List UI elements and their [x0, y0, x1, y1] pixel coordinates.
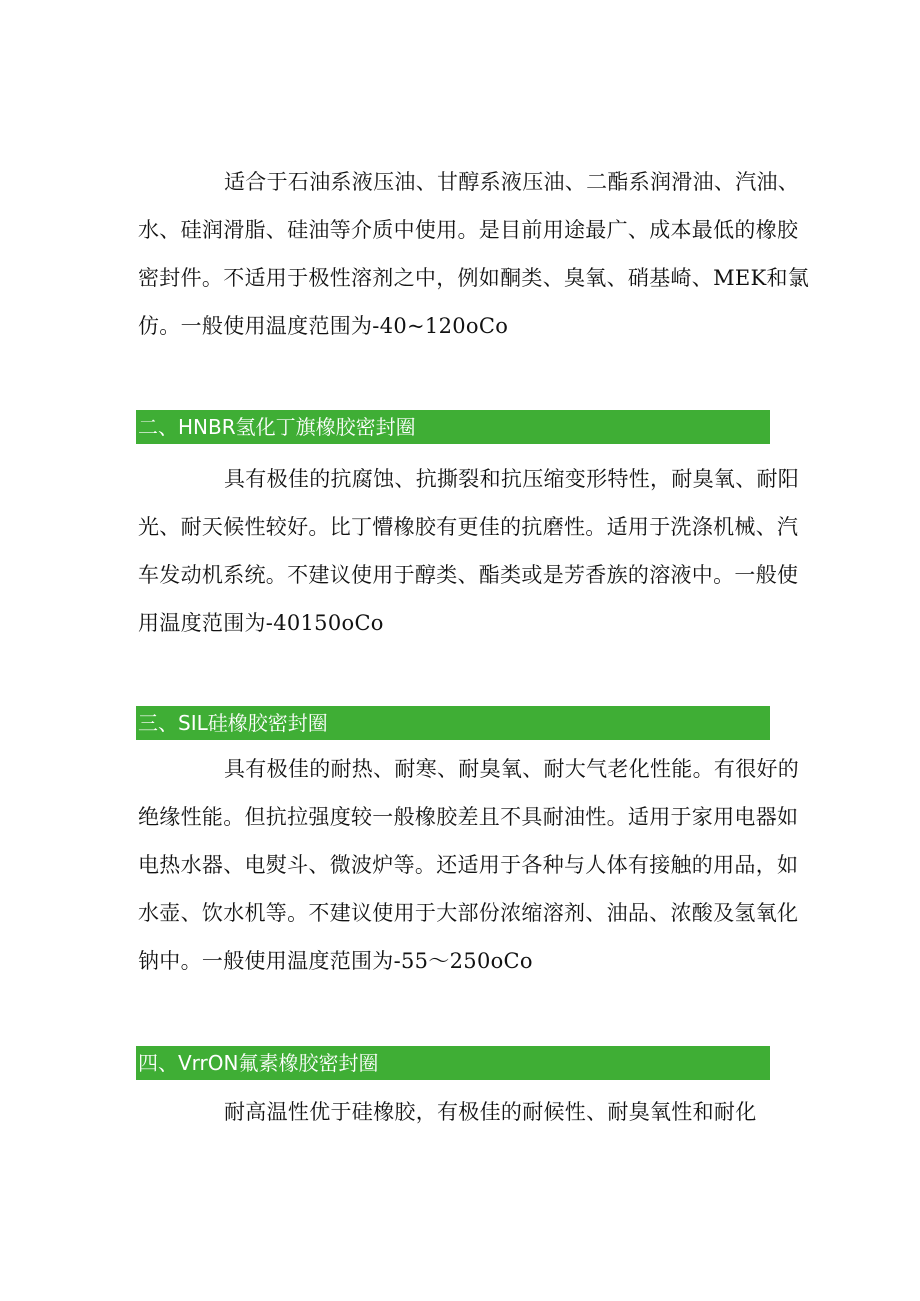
paragraph-line: 钠中。一般使用温度范围为-55～250oCo [138, 949, 533, 973]
paragraph-line: 耐高温性优于硅橡胶，有极佳的耐候性、耐臭氧性和耐化 [224, 1100, 757, 1124]
paragraph-line: 绝缘性能。但抗拉强度较一般橡胶差且不具耐油性。适用于家用电器如 [138, 805, 799, 829]
sil-paragraph [138, 745, 800, 985]
paragraph-line: 水壶、饮水机等。不建议使用于大部份浓缩溶剂、油品、浓酸及氢氧化 [138, 901, 799, 925]
paragraph-line: 电热水器、电熨斗、微波炉等。还适用于各种与人体有接触的用品，如 [138, 853, 799, 877]
viton-section-heading: 四、VrrON氟素橡胶密封圈 [136, 1046, 770, 1080]
viton-paragraph [138, 1088, 778, 1136]
paragraph-line: 具有极佳的耐热、耐寒、耐臭氧、耐大气老化性能。有很好的 [224, 757, 800, 781]
paragraph-line: 具有极佳的抗腐蚀、抗撕裂和抗压缩变形特性，耐臭氧、耐阳 [224, 467, 800, 491]
paragraph-line: 车发动机系统。不建议使用于醇类、酯类或是芳香族的溶液中。一般使 [138, 563, 799, 587]
paragraph-line: 用温度范围为-40150oCo [138, 611, 384, 635]
paragraph-line: 水、硅润滑脂、硅油等介质中使用。是目前用途最广、成本最低的橡胶 [138, 218, 799, 242]
hnbr-section-heading: 二、HNBR氢化丁旗橡胶密封圈 [136, 410, 770, 444]
paragraph-line: 仿。一般使用温度范围为-40~120oCo [138, 314, 509, 338]
paragraph-line: 适合于石油系液压油、甘醇系液压油、二酯系润滑油、汽油、 [224, 170, 800, 194]
paragraph-line: 密封件。不适用于极性溶剂之中，例如酮类、臭氧、硝基崎、MEK和氯 [138, 266, 810, 290]
nbr-paragraph [138, 158, 810, 350]
hnbr-paragraph [138, 455, 800, 647]
sil-section-heading: 三、SIL硅橡胶密封圈 [136, 706, 770, 740]
paragraph-line: 光、耐天候性较好。比丁懵橡胶有更佳的抗磨性。适用于洗涤机械、汽 [138, 515, 799, 539]
